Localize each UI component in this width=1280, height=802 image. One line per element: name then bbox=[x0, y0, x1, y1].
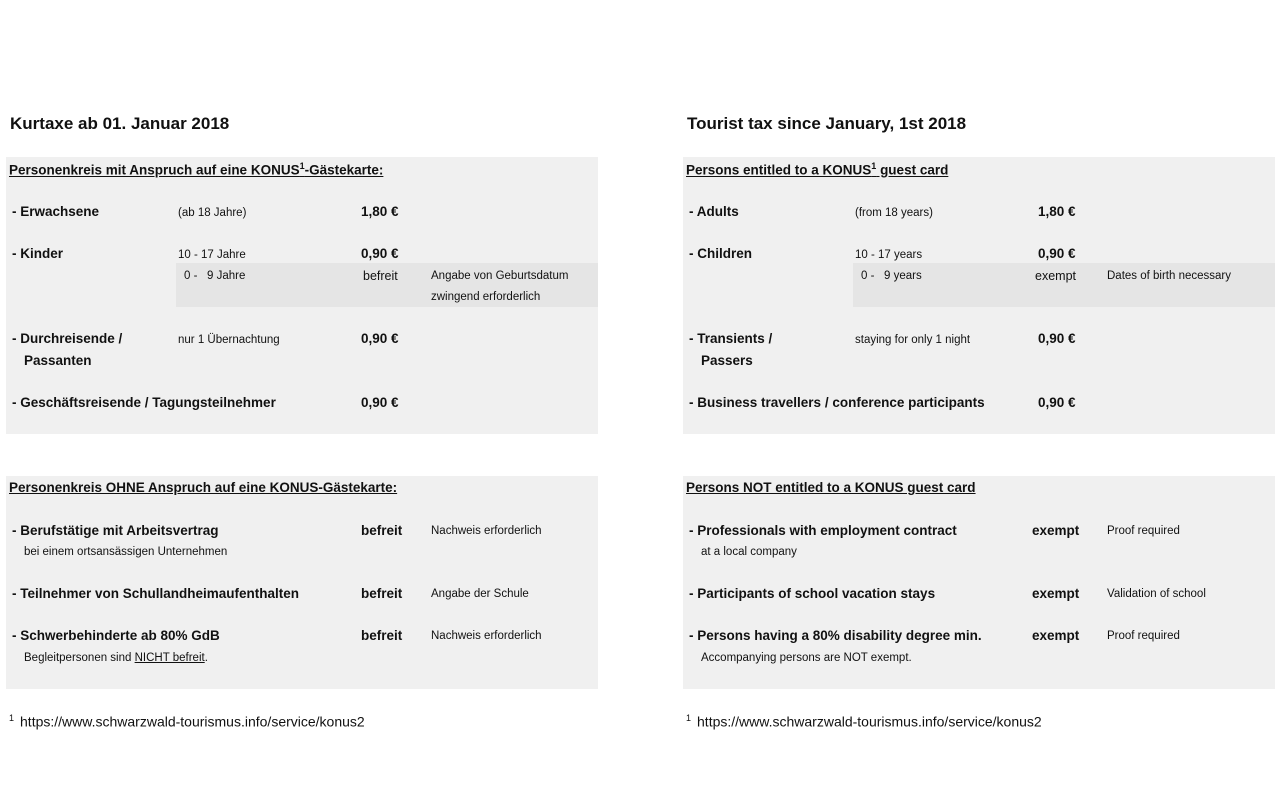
transients-note-de: nur 1 Übernachtung bbox=[178, 334, 280, 346]
not-entitled-panel-en bbox=[683, 476, 1275, 689]
not-entitled-heading-en: Persons NOT entitled to a KONUS guest card bbox=[686, 480, 976, 495]
page-title-en: Tourist tax since January, 1st 2018 bbox=[687, 114, 967, 133]
footnote-url-en: https://www.schwarzwald-tourismus.info/service/konus2 bbox=[697, 713, 1042, 730]
adults-price-en: 1,80 € bbox=[1038, 204, 1076, 219]
prof-sub-en: at a local company bbox=[701, 546, 797, 558]
business-label-en: - Business travellers / conference participants bbox=[689, 395, 985, 410]
transients-price-en: 0,90 € bbox=[1038, 331, 1076, 346]
business-price-en: 0,90 € bbox=[1038, 395, 1076, 410]
business-price-de: 0,90 € bbox=[361, 395, 399, 410]
transients-label1-de: - Durchreisende / bbox=[12, 331, 123, 346]
prof-sub-de: bei einem ortsansässigen Unternehmen bbox=[24, 546, 228, 558]
children-remark2-de: zwingend erforderlich bbox=[431, 291, 541, 303]
children-remark1-en: Dates of birth necessary bbox=[1107, 270, 1232, 282]
transients-label1-en: - Transients / bbox=[689, 331, 773, 346]
school-label-de: - Teilnehmer von Schullandheimaufenthalten bbox=[12, 586, 300, 601]
not-entitled-heading-de: Personenkreis OHNE Anspruch auf eine KONUS-Gästekarte: bbox=[9, 480, 398, 495]
children-price1-en: 0,90 € bbox=[1038, 246, 1076, 261]
school-remark-de: Angabe der Schule bbox=[431, 588, 529, 600]
disabled-label-en: - Persons having a 80% disability degree min. bbox=[689, 628, 982, 643]
business-label-de: - Geschäftsreisende / Tagungsteilnehmer bbox=[12, 395, 276, 410]
adults-label-de: - Erwachsene bbox=[12, 204, 100, 219]
children-age2-de: 0 - 9 Jahre bbox=[184, 270, 246, 282]
children-price2-de: befreit bbox=[363, 269, 398, 283]
children-label-en: - Children bbox=[689, 246, 752, 261]
entitled-panel-de bbox=[6, 157, 598, 434]
prof-label-en: - Professionals with employment contract bbox=[689, 523, 957, 538]
adults-price-de: 1,80 € bbox=[361, 204, 399, 219]
english-column bbox=[683, 0, 1275, 802]
not-entitled-panel-de bbox=[6, 476, 598, 689]
disabled-sub-de: Begleitpersonen sind NICHT befreit. bbox=[24, 652, 208, 664]
disabled-label-de: - Schwerbehinderte ab 80% GdB bbox=[12, 628, 220, 643]
transients-price-de: 0,90 € bbox=[361, 331, 399, 346]
disabled-status-de: befreit bbox=[361, 628, 403, 643]
disabled-remark-en: Proof required bbox=[1107, 630, 1180, 642]
transients-note-en: staying for only 1 night bbox=[855, 334, 971, 346]
entitled-heading-en: Persons entitled to a KONUS$^1$ guest card bbox=[686, 161, 949, 178]
disabled-remark-de: Nachweis erforderlich bbox=[431, 630, 542, 642]
disabled-sub-en: Accompanying persons are NOT exempt. bbox=[701, 652, 912, 664]
footnote-en: $^1$ https://www.schwarzwald-tourismus.info/service/konus2 bbox=[686, 713, 1042, 730]
children-age1-de: 10 - 17 Jahre bbox=[178, 249, 246, 261]
page-title-de: Kurtaxe ab 01. Januar 2018 bbox=[10, 114, 230, 133]
disabled-status-en: exempt bbox=[1032, 628, 1080, 643]
footnote-de: $^1$ https://www.schwarzwald-tourismus.info/service/konus2 bbox=[9, 713, 365, 730]
children-label-de: - Kinder bbox=[12, 246, 64, 261]
school-label-en: - Participants of school vacation stays bbox=[689, 586, 936, 601]
footnote-url-de: https://www.schwarzwald-tourismus.info/service/konus2 bbox=[20, 713, 365, 730]
children-price1-de: 0,90 € bbox=[361, 246, 399, 261]
entitled-panel-en bbox=[683, 157, 1275, 434]
entitled-heading-de: Personenkreis mit Anspruch auf eine KONUS$^1$-Gästekarte: bbox=[9, 161, 384, 178]
adults-label-en: - Adults bbox=[689, 204, 739, 219]
adults-note-de: (ab 18 Jahre) bbox=[178, 207, 247, 219]
prof-status-en: exempt bbox=[1032, 523, 1080, 538]
school-remark-en: Validation of school bbox=[1107, 588, 1206, 600]
children-remark1-de: Angabe von Geburtsdatum bbox=[431, 270, 569, 282]
prof-label-de: - Berufstätige mit Arbeitsvertrag bbox=[12, 523, 219, 538]
prof-remark-de: Nachweis erforderlich bbox=[431, 525, 542, 537]
prof-status-de: befreit bbox=[361, 523, 403, 538]
children-price2-en: exempt bbox=[1035, 269, 1076, 283]
children-age2-en: 0 - 9 years bbox=[861, 270, 922, 282]
school-status-en: exempt bbox=[1032, 586, 1080, 601]
adults-note-en: (from 18 years) bbox=[855, 207, 933, 219]
prof-remark-en: Proof required bbox=[1107, 525, 1180, 537]
german-column bbox=[6, 0, 598, 802]
children-age1-en: 10 - 17 years bbox=[855, 249, 923, 261]
transients-label2-de: Passanten bbox=[24, 353, 92, 368]
school-status-de: befreit bbox=[361, 586, 403, 601]
transients-label2-en: Passers bbox=[701, 353, 753, 368]
